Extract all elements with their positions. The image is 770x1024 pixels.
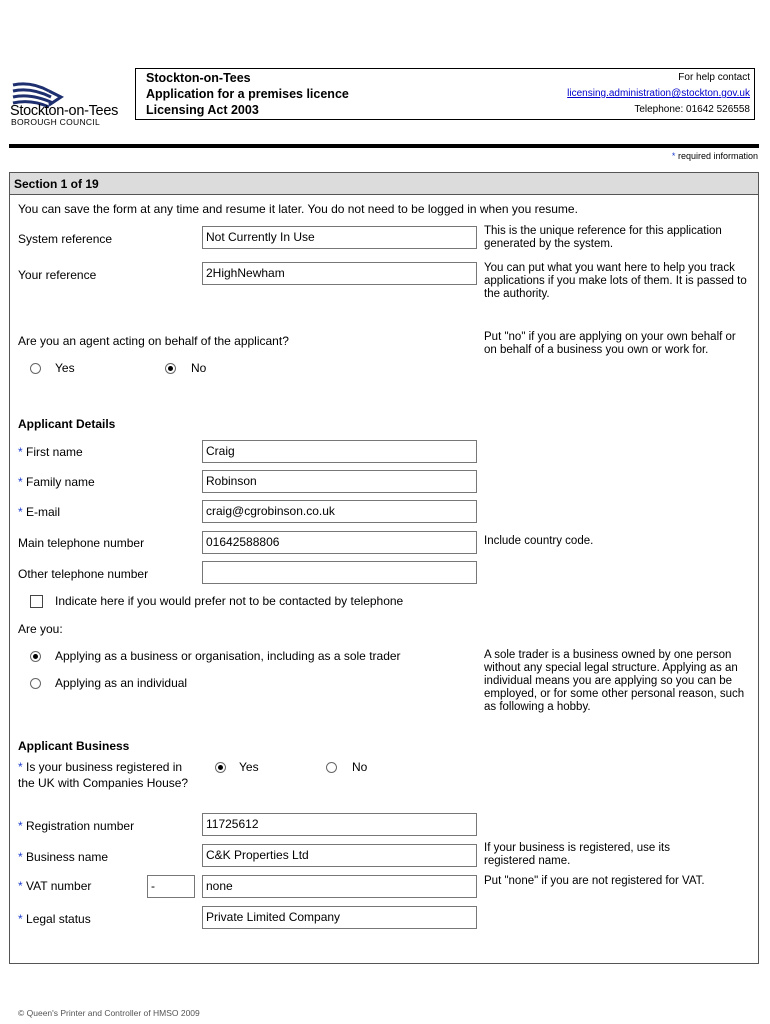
vat-prefix-field[interactable]: - xyxy=(147,875,195,898)
legal-status-field[interactable]: Private Limited Company xyxy=(202,906,477,929)
applicant-details-heading: Applicant Details xyxy=(18,417,116,431)
business-name-hint: If your business is registered, use its registered name. xyxy=(484,842,670,867)
required-note: * required information xyxy=(671,151,758,161)
agent-hint: Put "no" if you are applying on your own behalf or on behalf of a business you own or work for. xyxy=(484,331,736,356)
logo-name: Stockton-on-Tees xyxy=(10,103,119,119)
section-panel xyxy=(9,172,759,964)
header-divider xyxy=(9,144,759,148)
system-reference-label: System reference xyxy=(18,232,113,246)
agent-yes-radio[interactable] xyxy=(30,363,41,374)
help-email-link[interactable]: licensing.administration@stockton.gov.uk xyxy=(567,88,750,99)
family-name-field[interactable]: Robinson xyxy=(202,470,477,493)
business-applicant-label: Applying as a business or organisation, including as a sole trader xyxy=(55,649,401,663)
title-line-1: Stockton-on-Tees xyxy=(146,71,251,85)
section-title: Section 1 of 19 xyxy=(10,173,758,195)
other-phone-label: Other telephone number xyxy=(18,567,149,581)
are-you-hint: A sole trader is a business owned by one person without any special legal structure. Applying as an individual means you are applying so you can be employed, or for some other personal reason, such as following a hobby. xyxy=(484,649,745,713)
legal-status-label: * Legal status xyxy=(18,912,91,926)
individual-applicant-label: Applying as an individual xyxy=(55,676,188,690)
registered-yes-label: Yes xyxy=(239,760,259,774)
registration-number-label: * Registration number xyxy=(18,819,135,833)
registered-question: * Is your business registered in the UK with Companies House? xyxy=(18,760,189,790)
copyright-footer: © Queen's Printer and Controller of HMSO 2009 xyxy=(18,1008,200,1018)
agent-no-label: No xyxy=(191,361,207,375)
email-field[interactable]: craig@cgrobinson.co.uk xyxy=(202,500,477,523)
title-line-3: Licensing Act 2003 xyxy=(146,103,259,117)
first-name-field[interactable]: Craig xyxy=(202,440,477,463)
individual-applicant-radio[interactable] xyxy=(30,678,41,689)
email-label: * E-mail xyxy=(18,505,61,519)
your-reference-hint: You can put what you want here to help you track applications if you make lots of them. It is passed to the authority. xyxy=(484,262,747,300)
business-name-field[interactable]: C&K Properties Ltd xyxy=(202,844,477,867)
vat-number-field[interactable]: none xyxy=(202,875,477,898)
main-phone-field[interactable]: 01642588806 xyxy=(202,531,477,554)
main-phone-label: Main telephone number xyxy=(18,536,145,550)
first-name-label: * First name xyxy=(18,445,83,459)
registration-number-field[interactable]: 11725612 xyxy=(202,813,477,836)
agent-yes-label: Yes xyxy=(55,361,75,375)
title-line-2: Application for a premises licence xyxy=(146,87,349,101)
help-label: For help contact xyxy=(678,72,750,83)
business-name-label: * Business name xyxy=(18,850,109,864)
intro-text: You can save the form at any time and resume it later. You do not need to be logged in when you resume. xyxy=(18,202,578,216)
no-phone-contact-checkbox[interactable] xyxy=(30,595,43,608)
no-phone-contact-label: Indicate here if you would prefer not to be contacted by telephone xyxy=(55,594,404,608)
your-reference-field[interactable]: 2HighNewham xyxy=(202,262,477,285)
registered-no-radio[interactable] xyxy=(326,762,337,773)
business-applicant-radio[interactable] xyxy=(30,651,41,662)
your-reference-label: Your reference xyxy=(18,268,97,282)
logo-subtitle: BOROUGH COUNCIL xyxy=(11,117,101,127)
system-reference-hint: This is the unique reference for this application generated by the system. xyxy=(484,225,722,250)
system-reference-field[interactable]: Not Currently In Use xyxy=(202,226,477,249)
registered-no-label: No xyxy=(352,760,368,774)
agent-question: Are you an agent acting on behalf of the applicant? xyxy=(18,334,289,348)
form-title-box xyxy=(135,68,755,120)
agent-no-radio[interactable] xyxy=(165,363,176,374)
vat-number-label: * VAT number xyxy=(18,879,92,893)
other-phone-field[interactable] xyxy=(202,561,477,584)
family-name-label: * Family name xyxy=(18,475,95,489)
are-you-label: Are you: xyxy=(18,622,63,636)
applicant-business-heading: Applicant Business xyxy=(18,739,130,753)
help-phone: Telephone: 01642 526558 xyxy=(634,104,750,115)
vat-hint: Put "none" if you are not registered for VAT. xyxy=(484,875,705,887)
main-phone-hint: Include country code. xyxy=(484,535,594,547)
registered-yes-radio[interactable] xyxy=(215,762,226,773)
